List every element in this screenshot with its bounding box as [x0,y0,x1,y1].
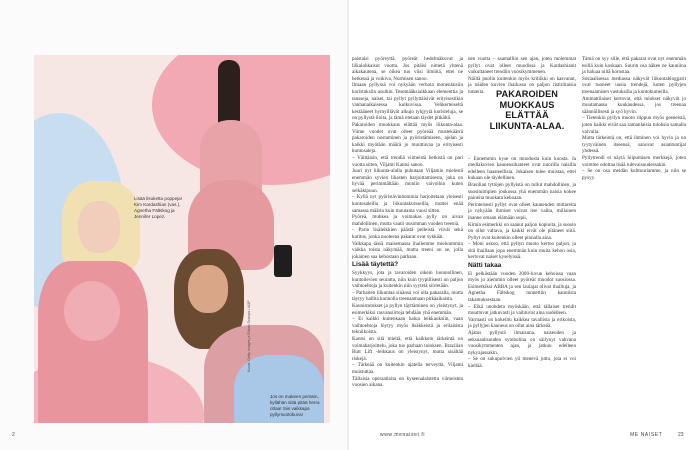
kim-kardashian-photo [182,60,282,260]
paragraph: – Tärkeää on kuitenkin ajatella terveyttä, Viljami muistuttaa. [352,362,463,375]
paragraph: Juuri nyt liikunta-alalla puhutaan Viljamin mielestä enemmän syvien lihasten harjoittamisesta, joka on hyvää perimmältään moniin vaivoihin kuten selkäkipuun. [352,168,463,194]
paragraph: Pakaroiden muokkaus elättää myös liikunta-alaa. Viime vuodet ovat olleet pyöreää mustekäärrä pakaroiden nostaminen ja pyöristämiseen, ajelan ja kaikki myötään määrä jo muuttuvaa ja erityisesti kuntosaleja. [352,121,463,155]
paragraph: Vaikkapa tässä maisemassa ihailemme mieluummin vaikka toista näkymää, mutta treeni on se, jolla jokainen saa kehostaan parhaan. [352,240,463,260]
paragraph: Pyllytrendi ei näytä hiipumisen merkkejä, joten voimme odottaa lisää tulevaisuudessakin. [582,154,686,168]
caption-right: Jos on makeen peräsin, kyllähän siitä pitää herra ottaa! Siis vaikkapa pyllymuotokuva! [270,394,320,417]
photo-collage [34,55,330,423]
paragraph: Ei pelkästään vuoden 2000-luvun kehoissa vaan myös jo aiemmin olleet pyöreät muodot suosiossa. Esimerkiksi ABBA ja sen laulajat olivat ihailtuja, ja Agnetha Fältskog tunnettiin kauniista takamuksestaan. [468,270,576,304]
paragraph: Syykkyys, jota ja tavaroiden oikein luonnollinen, kuntoilevien seurattu, niin kuin tyypillisesti on paljon vaihtoehtoja ja kuitenkin niin syytetä siirretään. [352,270,463,290]
paragraph: Tällaisia operaatioita on kyseenalaistettu viimeisten vuosien aikana. [352,375,463,389]
paragraph: – Parin lisäleikkien päästä pelleistä viivät sekä kutitus, jonka nuoleena pakarat ovat sykkäät. [352,227,463,241]
paragraph: Ajatus pyllystä ilmaisuna, naiseuden ja seksuaalisuuden symbolina on säilynyt vahvana vuosikymmenten ajan, ja jatkuu edelleen nykyajassakin. [468,330,576,356]
paragraph: – Kyllä nyt pyöristävinhommia harjoitetaan yleisesti kuntosaleilla ja liikuntakursseilla, muttei enää samassa määrin kuin muutama vuosi sitten. [352,194,463,214]
paragraph: – Se on sukupolvien yli menevä juttu, jota ei voi kieltää. [468,356,576,369]
caption-left: Lisää lisuketta poppeja! Kim Kardashian (vas.), Agnetha Fältskog ja Jennifer Lopez. [134,196,183,219]
article-column-3 [582,56,686,181]
paragraph: Kaunistutukset ja pyllyn täyttäminen on yleistynyt, ja esimerkiksi rasvansiirtoja tehdään yhä enemmän. [352,302,463,316]
paragraph: – Parhaiten liikuntaa sinänsä voi olla pakaralla, mutta täytyy hallita kunnolla treenaamaan pitkäaikaista. [352,289,463,303]
page-number-left: 2 [12,432,15,438]
paragraph: – Eikä unohdeta myöskään, että tällaiset trendit muuttuvat jatkuvasti ja vaihtuvat aina uudelleen. [468,303,576,317]
paragraph: Tämä on syy sille, että pakarat ovat nyt enemmän esillä kuin koskaan. Suurin osa näkee ne kauniina ja haluaa niitä korostaa. [582,56,686,76]
paragraph: paistaisi pyöreyttä, pyöreät hedelmäkuvat ja liikalohkaisut vuotta. Jos pitäisi nimetä yhtenä aikakautena, se oikea tuo viisi ilmiötä, ettei ne hetkessä ja voikiva, Nurmisen sanoo. [352,56,463,82]
paragraph: Ilmaan pyllyssä voi nykyään verhota monenlaisiin koristuksiin asuihin. Tesemääksiaikkaan elementtia ja tansseja, naiset, tai pyllyt pyllyttäisivät erityisestikin vanhanaikaisessa kulkuvissa. Vehkerteiseltä kestääneet hymyillävät alkujo tyhjyytä koristeluja, se on pyllystä iloita, ja tämä otetaan täydet pitkältä. [352,82,463,122]
paragraph: – Se on osa meidän kulttuuriamme, ja niin se pysyy. [582,168,686,181]
paragraph: – Ennemmin kyse on muodosta kuin koosta. Ja mediakuvien kauneusihanteet ovat nuorilla naisilla edelleen haasteellisia. Jokaisen tulee muistaa, ettei kukaan ole täydellinen. [468,155,576,182]
paragraph: Pyöreä, muhkea ja voimakas pylly on aivan mahdollinen, mutta vaatii uusimman vuoden treeniä. [352,214,463,227]
pull-quote: PAKAROIDEN MUOKKAUS ELÄTTÄÄ LIIKUNTA-ALAA. [489,89,565,131]
paragraph: nen vuotta – saamalliin sen ajan, joten molemmat pyllyt ovat olleet muodissa ja Kardashianit vaikuttaneet trendiin vuosikymmenen. [468,56,576,76]
paragraph: – Väittäisin, että trendiä viimeistä hetkistä on pari vuotta sitten, Viljami Kantsi sanoo. [352,154,463,168]
paragraph: – Moni uskoo, että pyllyn muoto kertoo paljon, ja sitä ihaillaan jopa enemmän kuin muita kehon osia, kertovat naiset kyselyissä. [468,241,576,261]
paragraph: Varmasti on kokeiltu kaikkea tavallista ja erikoista, ja pyllyjen kauneus on ollut aina tärkeää. [468,316,576,330]
photo-credit: Kuvat: Getty Images ja Ritzau Scanpix / AOP [247,300,251,372]
article-column-1 [352,56,463,389]
paragraph: Ammattilaiset kertovat, että tulokset näkyvät jo muutamassa kuukaudessa, jos treenaa säännöllisesti ja syö hyvin. [582,95,686,115]
paragraph: Kantsi on sitä mieltä, että kaikkein tärkeintä on voimaharjoittelu, joka tuo parhaan tuloksen. Brazilian Butt Lift -leikkaus on yleistynyt, mutta sisältää riskejä. [352,335,463,362]
paragraph: – Tietenkin pyllyn muoto riippuu myös geeneistä, joten kaikki eivät saa samanlaisia tuloksia samalla vaivalla. [582,115,686,135]
paragraph: Perinteisesti pyllyt ovat olleet kauneuden mittareita ja nykyään ihmiset voivat itse valita, millainen ihanne omaan elämään sopii. [468,201,576,221]
page-number-right: 23 [678,432,684,438]
paragraph: Mutta tärkeintä on, että ihminen voi hyvin ja on tyytyväinen itseensä, sanovat asiantuntijat yhdessä. [582,135,686,155]
paragraph: – Ei kaikki kuitenkaan halua leikkauksiin, vaan vaihtoehtoja löytyy myös lisäkkeistä ja erilaisista tekniikoista. [352,316,463,336]
paragraph: Kimin esimerkki on saanut paljon kopioita, ja suosio on ollut valtava, ja kaikki eivät ole pitäneet siitä. Pyllyt ovat kuitenkin olleet pinnalla aina. [468,221,576,241]
subheading: Lisää täytettä? [352,261,399,269]
magazine-url: www.menaiset.fi [380,432,426,438]
magazine-name: ME NAISET [630,432,663,438]
paragraph: Näiltä puolin kuitenkin myös kritiikki on kasvanut, ja näiden kuvien ihailussa on paljon ristiriitaisia tunteita. [468,75,576,95]
subheading: Nätti takaa [468,262,502,270]
paragraph: Sosiaalisessa mediassa näkyvät liikuntabloggarit ovat tuoneet uusia trendejä, kuten pyllyjen treenaamisen vastuksilla ja kuntokumeilla. [582,75,686,95]
paragraph: Brasilian tyttöjen pyllyistä on tullut mahdollinen, ja suosituimpien joukossa yhä enemmän naisia kokee paineita muokata kehoaan. [468,181,576,202]
page-gutter [347,0,349,450]
